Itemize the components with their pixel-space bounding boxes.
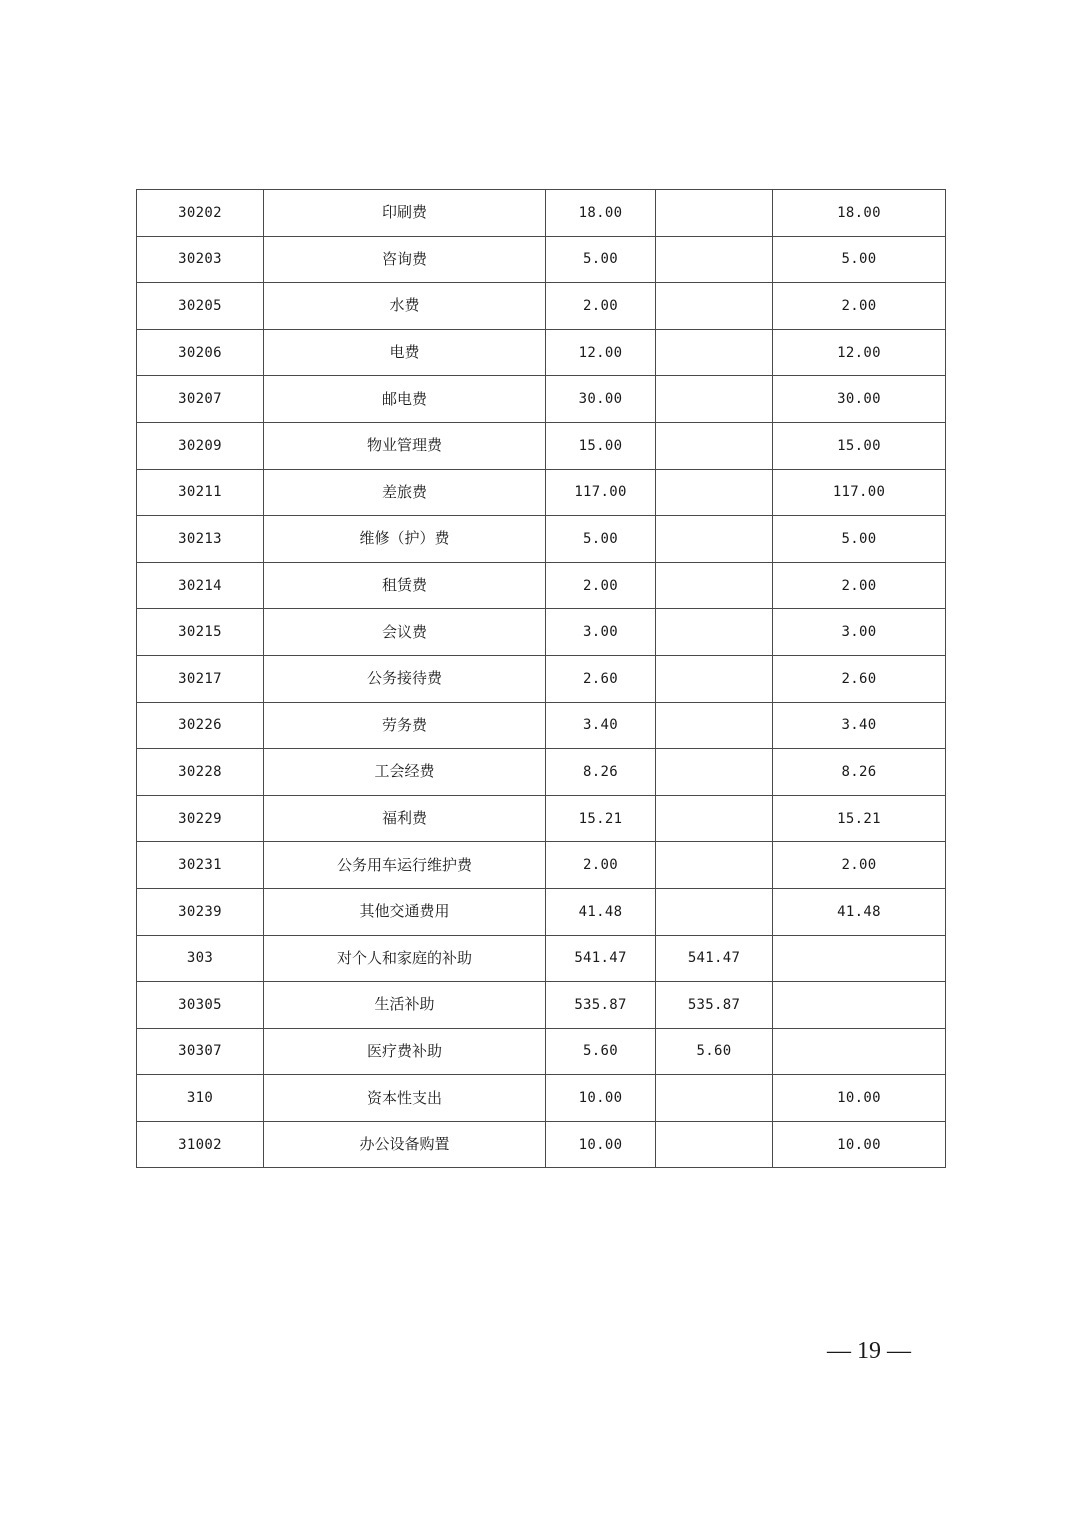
cell-project: 15.00 bbox=[773, 422, 946, 469]
cell-name: 其他交通费用 bbox=[264, 888, 546, 935]
cell-code: 30213 bbox=[137, 516, 264, 563]
table-row bbox=[137, 329, 946, 376]
table-row bbox=[137, 283, 946, 330]
cell-name: 劳务费 bbox=[264, 702, 546, 749]
cell-basic bbox=[656, 469, 773, 516]
cell-code: 30305 bbox=[137, 982, 264, 1029]
table-row bbox=[137, 1028, 946, 1075]
cell-total: 10.00 bbox=[546, 1121, 656, 1168]
cell-name: 公务接待费 bbox=[264, 655, 546, 702]
table-row bbox=[137, 795, 946, 842]
cell-project bbox=[773, 1028, 946, 1075]
table-row bbox=[137, 702, 946, 749]
table-row bbox=[137, 422, 946, 469]
cell-project: 2.00 bbox=[773, 562, 946, 609]
cell-basic: 541.47 bbox=[656, 935, 773, 982]
cell-total: 3.00 bbox=[546, 609, 656, 656]
cell-code: 30217 bbox=[137, 655, 264, 702]
cell-total: 3.40 bbox=[546, 702, 656, 749]
table-row bbox=[137, 888, 946, 935]
cell-total: 2.60 bbox=[546, 655, 656, 702]
cell-code: 30226 bbox=[137, 702, 264, 749]
cell-total: 15.00 bbox=[546, 422, 656, 469]
cell-total: 5.00 bbox=[546, 516, 656, 563]
cell-basic bbox=[656, 236, 773, 283]
cell-code: 30203 bbox=[137, 236, 264, 283]
table-row bbox=[137, 1121, 946, 1168]
cell-basic: 5.60 bbox=[656, 1028, 773, 1075]
cell-name: 福利费 bbox=[264, 795, 546, 842]
cell-name: 物业管理费 bbox=[264, 422, 546, 469]
cell-total: 535.87 bbox=[546, 982, 656, 1029]
cell-basic bbox=[656, 749, 773, 796]
cell-project: 5.00 bbox=[773, 236, 946, 283]
cell-code: 30209 bbox=[137, 422, 264, 469]
table-body bbox=[137, 190, 946, 1168]
cell-code: 310 bbox=[137, 1075, 264, 1122]
cell-total: 2.00 bbox=[546, 562, 656, 609]
page-number: — 19 — bbox=[827, 1338, 911, 1364]
cell-code: 30228 bbox=[137, 749, 264, 796]
cell-project: 18.00 bbox=[773, 190, 946, 237]
cell-project: 12.00 bbox=[773, 329, 946, 376]
table-row bbox=[137, 376, 946, 423]
cell-project: 41.48 bbox=[773, 888, 946, 935]
cell-name: 工会经费 bbox=[264, 749, 546, 796]
cell-basic bbox=[656, 562, 773, 609]
cell-basic bbox=[656, 190, 773, 237]
cell-basic bbox=[656, 422, 773, 469]
cell-name: 租赁费 bbox=[264, 562, 546, 609]
cell-project: 3.40 bbox=[773, 702, 946, 749]
cell-project: 10.00 bbox=[773, 1075, 946, 1122]
cell-total: 10.00 bbox=[546, 1075, 656, 1122]
cell-name: 水费 bbox=[264, 283, 546, 330]
cell-total: 2.00 bbox=[546, 842, 656, 889]
table-row bbox=[137, 842, 946, 889]
table-row bbox=[137, 1075, 946, 1122]
cell-code: 30214 bbox=[137, 562, 264, 609]
cell-code: 30206 bbox=[137, 329, 264, 376]
cell-project: 8.26 bbox=[773, 749, 946, 796]
cell-total: 18.00 bbox=[546, 190, 656, 237]
cell-basic bbox=[656, 1075, 773, 1122]
cell-total: 5.00 bbox=[546, 236, 656, 283]
table-row bbox=[137, 609, 946, 656]
table-row bbox=[137, 562, 946, 609]
cell-total: 15.21 bbox=[546, 795, 656, 842]
cell-basic bbox=[656, 329, 773, 376]
cell-name: 邮电费 bbox=[264, 376, 546, 423]
cell-project: 30.00 bbox=[773, 376, 946, 423]
cell-total: 541.47 bbox=[546, 935, 656, 982]
cell-code: 30231 bbox=[137, 842, 264, 889]
cell-project: 15.21 bbox=[773, 795, 946, 842]
cell-total: 12.00 bbox=[546, 329, 656, 376]
cell-name: 公务用车运行维护费 bbox=[264, 842, 546, 889]
cell-name: 电费 bbox=[264, 329, 546, 376]
cell-basic bbox=[656, 842, 773, 889]
cell-project: 5.00 bbox=[773, 516, 946, 563]
cell-name: 资本性支出 bbox=[264, 1075, 546, 1122]
cell-name: 生活补助 bbox=[264, 982, 546, 1029]
cell-code: 30307 bbox=[137, 1028, 264, 1075]
cell-basic bbox=[656, 376, 773, 423]
cell-name: 差旅费 bbox=[264, 469, 546, 516]
cell-code: 30211 bbox=[137, 469, 264, 516]
cell-code: 30202 bbox=[137, 190, 264, 237]
cell-name: 医疗费补助 bbox=[264, 1028, 546, 1075]
cell-basic bbox=[656, 283, 773, 330]
cell-name: 会议费 bbox=[264, 609, 546, 656]
cell-project: 10.00 bbox=[773, 1121, 946, 1168]
cell-total: 117.00 bbox=[546, 469, 656, 516]
cell-basic bbox=[656, 795, 773, 842]
cell-basic: 535.87 bbox=[656, 982, 773, 1029]
cell-basic bbox=[656, 655, 773, 702]
cell-project: 2.60 bbox=[773, 655, 946, 702]
table-row bbox=[137, 190, 946, 237]
cell-basic bbox=[656, 888, 773, 935]
cell-code: 30207 bbox=[137, 376, 264, 423]
cell-code: 30215 bbox=[137, 609, 264, 656]
table-row bbox=[137, 469, 946, 516]
cell-name: 对个人和家庭的补助 bbox=[264, 935, 546, 982]
table-row bbox=[137, 935, 946, 982]
cell-code: 30229 bbox=[137, 795, 264, 842]
cell-total: 8.26 bbox=[546, 749, 656, 796]
cell-total: 30.00 bbox=[546, 376, 656, 423]
cell-code: 30239 bbox=[137, 888, 264, 935]
cell-total: 2.00 bbox=[546, 283, 656, 330]
table-row bbox=[137, 749, 946, 796]
cell-basic bbox=[656, 1121, 773, 1168]
cell-code: 30205 bbox=[137, 283, 264, 330]
cell-code: 31002 bbox=[137, 1121, 264, 1168]
cell-name: 办公设备购置 bbox=[264, 1121, 546, 1168]
cell-basic bbox=[656, 609, 773, 656]
cell-name: 咨询费 bbox=[264, 236, 546, 283]
cell-project bbox=[773, 982, 946, 1029]
cell-total: 5.60 bbox=[546, 1028, 656, 1075]
budget-table bbox=[136, 189, 946, 1168]
cell-name: 维修（护）费 bbox=[264, 516, 546, 563]
cell-project: 2.00 bbox=[773, 842, 946, 889]
table-row bbox=[137, 516, 946, 563]
cell-project: 3.00 bbox=[773, 609, 946, 656]
cell-name: 印刷费 bbox=[264, 190, 546, 237]
cell-project bbox=[773, 935, 946, 982]
cell-basic bbox=[656, 702, 773, 749]
cell-total: 41.48 bbox=[546, 888, 656, 935]
cell-basic bbox=[656, 516, 773, 563]
table-row bbox=[137, 236, 946, 283]
cell-project: 2.00 bbox=[773, 283, 946, 330]
cell-code: 303 bbox=[137, 935, 264, 982]
table-row bbox=[137, 655, 946, 702]
table-row bbox=[137, 982, 946, 1029]
cell-project: 117.00 bbox=[773, 469, 946, 516]
